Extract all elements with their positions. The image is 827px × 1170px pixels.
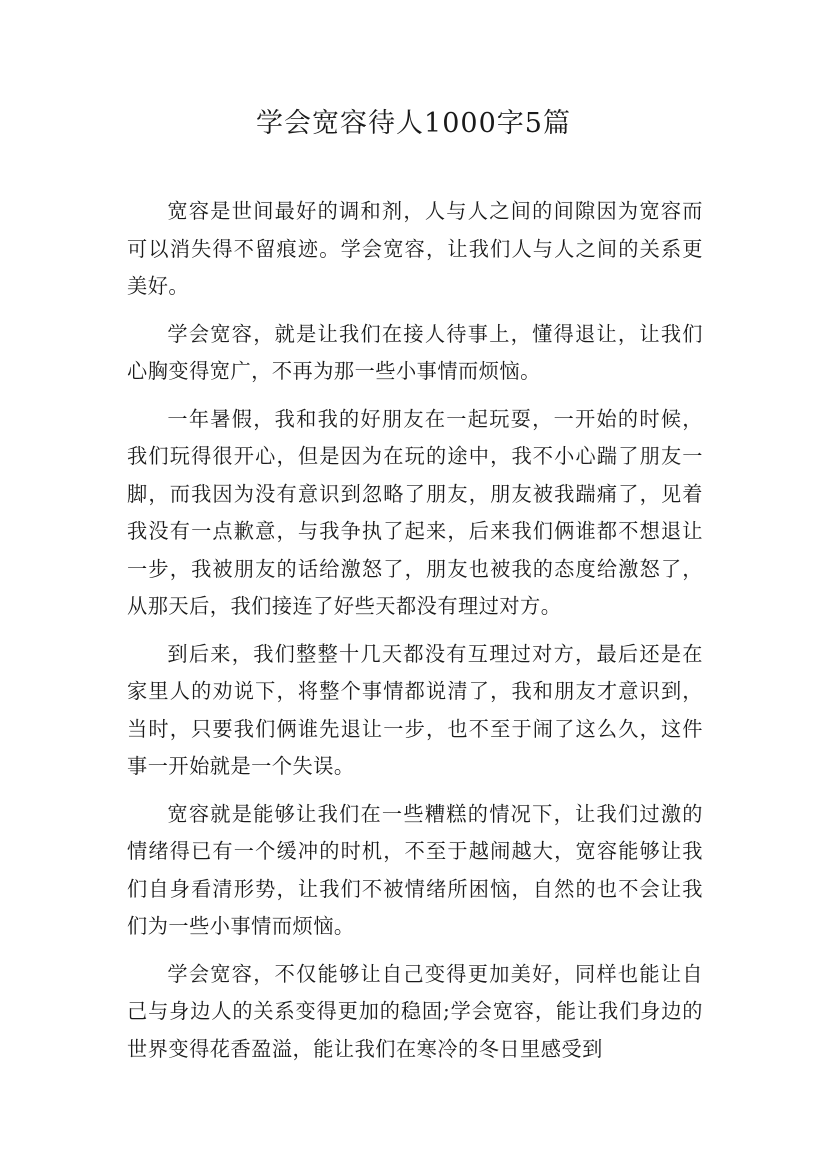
paragraph: 宽容就是能够让我们在一些糟糕的情况下，让我们过激的情绪得已有一个缓冲的时机，不至于越闹越大，宽容能够让我们自身看清形势，让我们不被情绪所困恼，自然的也不会让我们为一些小事情而烦恼。 xyxy=(127,801,703,938)
paragraph: 学会宽容，就是让我们在接人待事上，懂得退让，让我们心胸变得宽广，不再为那一些小事情而烦恼。 xyxy=(127,321,703,383)
paragraph: 到后来，我们整整十几天都没有互理过对方，最后还是在家里人的劝说下，将整个事情都说清了，我和朋友才意识到，当时，只要我们俩谁先退让一步，也不至于闹了这么久，这件事一开始就是一个失误。 xyxy=(127,641,703,778)
paragraph: 一年暑假，我和我的好朋友在一起玩耍，一开始的时候，我们玩得很开心，但是因为在玩的途中，我不小心踹了朋友一脚，而我因为没有意识到忽略了朋友，朋友被我踹痛了，见着我没有一点歉意，与我争执了起来，后来我们俩谁都不想退让一步，我被朋友的话给激怒了，朋友也被我的态度给激怒了，从那天后，我们接连了好些天都没有理过对方。 xyxy=(127,406,703,618)
document-body xyxy=(127,193,703,1078)
document-title: 学会宽容待人1000字5篇 xyxy=(256,108,571,139)
paragraph: 宽容是世间最好的调和剂，人与人之间的间隙因为宽容而可以消失得不留痕迹。学会宽容，让我们人与人之间的关系更美好。 xyxy=(127,199,703,298)
paragraph: 学会宽容，不仅能够让自己变得更加美好，同样也能让自己与身边人的关系变得更加的稳固;学会宽容，能让我们身边的世界变得花香盈溢，能让我们在寒冷的冬日里感受到 xyxy=(127,961,703,1061)
